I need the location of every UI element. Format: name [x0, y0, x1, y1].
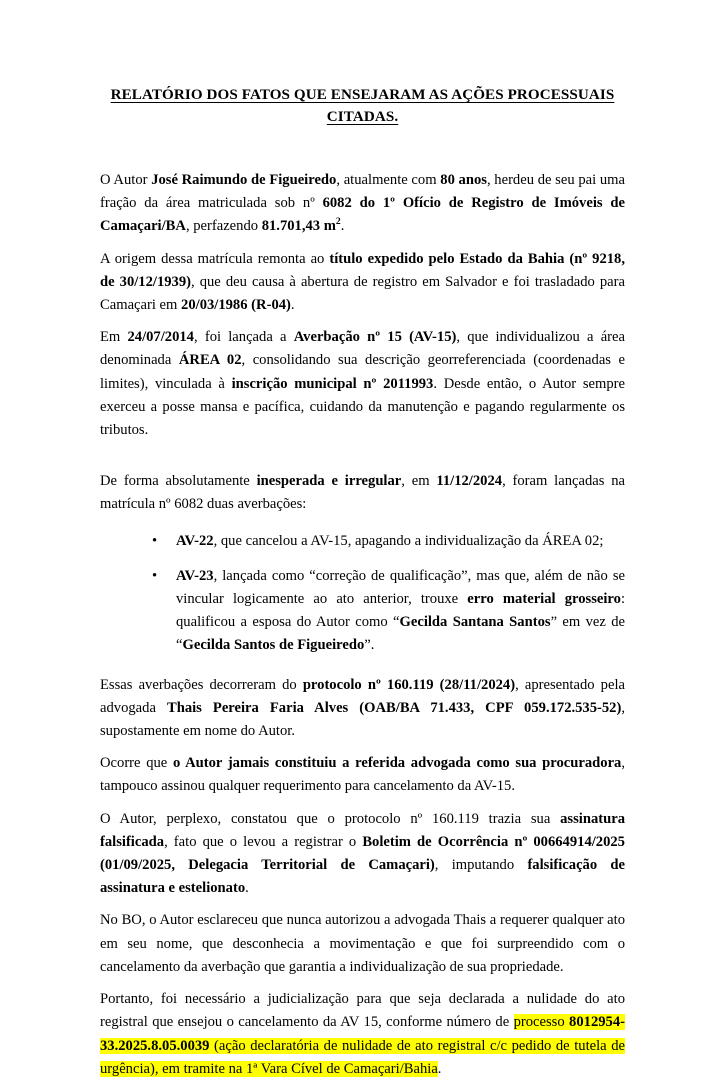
bold-run-av15-label: Averbação nº 15 (AV-15) [293, 329, 457, 346]
paragraph-protocol-lawyer [100, 674, 625, 744]
page-title-line-2: CITADAS. [326, 109, 399, 125]
text-run: . [340, 218, 345, 235]
bold-run-registry: 6082 do 1º Ofício de Registro de Imóveis de Camaçari/BA [100, 195, 625, 235]
text-run: , que individualizou a área denominada [100, 329, 625, 369]
document-body [100, 84, 625, 1081]
bold-run-area-02: ÁREA 02 [178, 352, 242, 369]
list-item [100, 530, 625, 553]
bold-run-never-appointed: o Autor jamais constituiu a referida advogada como sua procuradora [172, 755, 622, 772]
bullet-icon: • [152, 567, 158, 584]
spacer [100, 799, 625, 808]
paragraph-heir-declaration [100, 169, 625, 239]
text-run: . [290, 297, 295, 314]
text-run: , em [401, 473, 437, 490]
area-value: 81.701,43 m [261, 218, 336, 235]
text-run: , lançada como “correção de qualificação”, mas que, além de não se vincular logicamente ao ato anterior, trouxe [176, 567, 625, 608]
spacer [100, 900, 625, 909]
averbacoes-list [100, 530, 625, 658]
page-title-line-1: RELATÓRIO DOS FATOS QUE ENSEJARAM AS AÇÕES PROCESSUAIS [110, 87, 615, 103]
text-run: , foi lançada a [193, 329, 294, 346]
bold-run-transfer-date: 20/03/1986 (R-04) [181, 297, 291, 314]
bold-run-av22: AV-22 [176, 532, 214, 549]
spacer-after-title [100, 128, 625, 169]
spacer [100, 979, 625, 988]
text-run: , que deu causa à abertura de registro em Salvador e foi trasladado para Camaçari em [100, 273, 625, 314]
spacer-section [100, 442, 625, 470]
text-run: , tampouco assinou qualquer requerimento para cancelamento da AV-15. [100, 755, 625, 795]
text-run: A origem dessa matrícula remonta ao [100, 250, 330, 267]
bold-run-av15-date: 24/07/2014 [127, 329, 194, 346]
text-run: ” em vez de “ [176, 614, 626, 654]
spacer [100, 743, 625, 752]
bold-run-forged-signature: assinatura falsificada [100, 810, 625, 850]
bold-run-lawyer: Thais Pereira Faria Alves (OAB/BA 71.433, CPF 059.172.535-52) [166, 699, 622, 716]
paragraph-forged-signature [100, 808, 625, 901]
bold-run-state-title: título expedido pelo Estado da Bahia (nº 9218, de 30/12/1939) [100, 250, 626, 290]
bold-run-av23: AV-23 [176, 567, 214, 584]
text-run: Em [100, 329, 128, 346]
text-run: , que cancelou a AV-15, apagando a individualização da ÁREA 02; [213, 532, 604, 549]
text-run: No BO, o Autor esclareceu que nunca autorizou a advogada Thais a requerer qualquer ato em seu nome, que desconhecia a movimentação e que foi surpreendido com o cancelamento da averbação que garantia a individualização de sua propriedade. [100, 912, 625, 975]
text-run: processo [513, 1014, 570, 1031]
bold-run-wrong-name: Gecilda Santana Santos [399, 614, 551, 631]
text-run: , atualmente com [336, 172, 441, 188]
paragraph-title-origin [100, 248, 625, 318]
paragraph-bo-statement [100, 909, 625, 979]
text-run: , herdeu de seu pai uma fração da área matriculada sob nº [100, 172, 625, 212]
paragraph-irregular-entries [100, 470, 625, 516]
bold-run-case-number: 8012954-33.2025.8.05.0039 [100, 1014, 625, 1054]
bold-run-protocol: protocolo nº 160.119 (28/11/2024) [302, 676, 516, 693]
superscript-square: 2 [335, 216, 341, 228]
bold-run-crimes: falsificação de assinatura e estelionato [100, 857, 626, 897]
bold-run-entry-date: 11/12/2024 [436, 473, 503, 490]
text-run: , consolidando sua descrição georreferenciada (coordenadas e limites), vinculada à [100, 352, 625, 392]
text-run: , foram lançadas na matrícula nº 6082 duas averbações: [100, 473, 625, 513]
text-run: : qualificou a esposa do Autor como “ [176, 591, 625, 631]
spacer [100, 317, 625, 326]
text-run: De forma absolutamente [100, 473, 257, 490]
text-run: ”. [364, 637, 375, 654]
text-run: , fato que o levou a registrar o [164, 833, 363, 850]
text-run: O Autor, perplexo, constatou que o protocolo nº 160.119 trazia sua [100, 810, 561, 827]
bold-run-municipal-registration: inscrição municipal nº 2011993 [231, 375, 434, 392]
bold-run-police-report: Boletim de Ocorrência nº 00664914/2025 (01/09/2025, Delegacia Territorial de Camaçari) [100, 833, 625, 874]
page-title [100, 84, 625, 128]
text-run: . Desde então, o Autor sempre exerceu a posse mansa e pacífica, cuidando da manutenção e pagando regularmente os tributos. [100, 375, 626, 439]
bold-run-area-measure [262, 218, 341, 234]
spacer [100, 239, 625, 248]
spacer [100, 658, 625, 674]
text-run: Essas averbações decorreram do [100, 676, 303, 693]
paragraph-av15 [100, 326, 625, 442]
text-run: . [437, 1060, 442, 1077]
text-run: . [245, 880, 249, 897]
bold-run-unexpected: inesperada e irregular [256, 473, 402, 490]
paragraph-lawsuit [100, 988, 625, 1081]
paragraph-no-power-of-attorney [100, 752, 625, 798]
bold-run-age: 80 anos [440, 172, 487, 188]
text-run: , perfazendo [185, 218, 262, 235]
text-run: (ação declaratória de nulidade de ato registral c/c pedido de tutela de urgência), em tramite na 1ª Vara Cível de Camaçari/Bahia [100, 1037, 625, 1077]
list-item [100, 565, 625, 658]
spacer [100, 517, 625, 530]
bold-run-material-error: erro material grosseiro [467, 591, 621, 608]
text-run: , supostamente em nome do Autor. [100, 699, 625, 740]
text-run: Ocorre que [100, 755, 173, 772]
bold-run-author-name: José Raimundo de Figueiredo [151, 172, 337, 188]
text-run: , imputando [434, 857, 528, 874]
bullet-icon: • [152, 532, 158, 549]
bold-run-correct-name: Gecilda Santos de Figueiredo [182, 637, 365, 654]
text-run: O Autor [100, 172, 152, 188]
text-run: , apresentado pela advogada [100, 676, 625, 716]
text-run: Portanto, foi necessário a judicialização para que seja declarada a nulidade do ato registral que ensejou o cancelamento da AV 15, conforme número de [100, 991, 625, 1031]
